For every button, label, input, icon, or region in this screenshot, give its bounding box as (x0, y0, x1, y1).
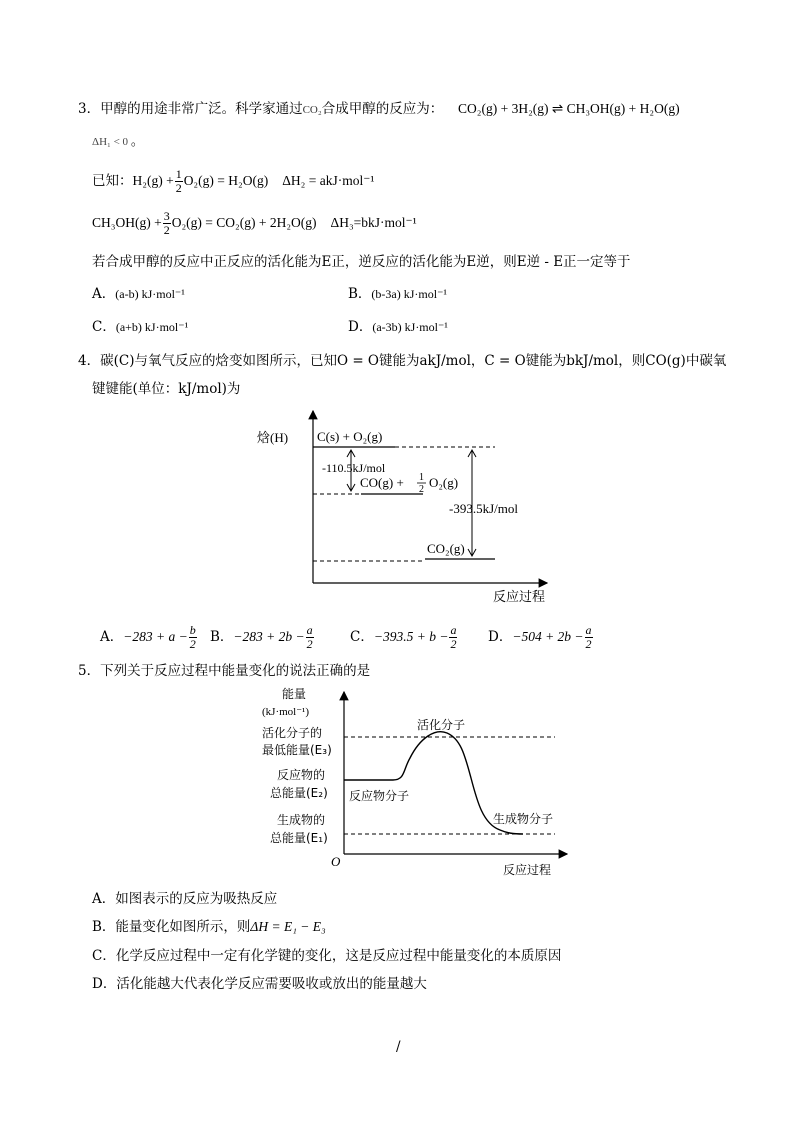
q4-stem: 碳(C)与氧气反应的焓变如图所示，已知O = O键能为akJ/mol，C = O键能为bkJ/mol，则CO(g)中碳氧 (100, 353, 727, 369)
q4-option-c-den: 2 (450, 637, 457, 651)
q4-level-mid-left: CO(g) + (360, 475, 404, 490)
q4-level-top-label: C(s) + O₂(g) (317, 429, 383, 444)
q5-reactant-label: 反应物分子 (349, 789, 410, 803)
q3-co2: CO₂ (302, 104, 322, 116)
q3-question: 若合成甲醇的反应中正反应的活化能为E正，逆反应的活化能为E逆，则E逆 - E正一定等于 (92, 254, 631, 270)
q5-option-b[interactable] (92, 918, 326, 936)
q5-e3-line2: 最低能量(E₃) (262, 743, 332, 757)
q4-option-a-frac (189, 624, 197, 651)
q3-line1 (78, 100, 443, 119)
q3-eq2 (92, 164, 374, 198)
q4-option-b-num: a (306, 623, 313, 637)
q5-stem-line (78, 662, 370, 680)
q3-eq2-frac-den: 2 (175, 181, 182, 195)
q5-e2-line2: 总能量(E₂) (270, 786, 328, 800)
q3-eq2-dh: ΔH₂ = akJ·mol⁻¹ (282, 173, 375, 188)
q3-option-a[interactable] (92, 285, 185, 303)
q3-dh1 (92, 132, 144, 151)
q4-option-b-pre: −283 + 2b − (233, 629, 305, 644)
q4-option-a-den: 2 (189, 637, 196, 651)
q4-line2: 键键能(单位：kJ/mol)为 (92, 381, 241, 397)
q3-option-c[interactable] (92, 318, 188, 336)
q5-option-b-text: B．能量变化如图所示，则 (92, 919, 251, 935)
q3-dh1-end: 。 (130, 133, 144, 148)
q4-x-axis-label: 反应过程 (493, 590, 546, 605)
q4-arrow-small-label: -110.5kJ/mol (322, 461, 386, 475)
q4-option-b-den: 2 (306, 637, 313, 651)
q5-option-a[interactable]: A．如图表示的反应为吸热反应 (92, 891, 278, 907)
q4-option-b-frac (306, 624, 314, 651)
q4-option-b-label: B． (210, 629, 234, 645)
q5-stem: 下列关于反应过程中能量变化的说法正确的是 (100, 663, 371, 679)
q4-option-d-den: 2 (585, 637, 592, 651)
q4-option-a-pre: −283 + a − (123, 629, 188, 644)
q5-option-c[interactable]: C．化学反应过程中一定有化学键的变化，这是反应过程中能量变化的本质原因 (92, 948, 562, 964)
q5-energy-diagram (255, 686, 575, 882)
q3-option-d-text: (a-3b) kJ·mol⁻¹ (372, 320, 448, 334)
q4-y-axis-label: 焓(H) (257, 430, 289, 445)
q3-dh1-text: ΔH₁ < 0 (92, 136, 129, 148)
q5-number: 5． (78, 663, 101, 679)
q5-y-axis-title: 能量 (282, 687, 307, 701)
q3-option-c-text: (a+b) kJ·mol⁻¹ (115, 320, 189, 334)
q4-option-d-label: D． (488, 629, 513, 645)
q3-eq3-right: O₂(g) = CO₂(g) + 2H₂O(g) (171, 215, 317, 230)
q4-option-d-pre: −504 + 2b − (512, 629, 584, 644)
q4-enthalpy-diagram (255, 403, 560, 608)
q4-arrow-big-label: -393.5kJ/mol (449, 501, 518, 516)
q5-x-axis-label: 反应过程 (503, 863, 552, 877)
q3-option-a-label: A． (92, 286, 116, 302)
q5-product-label: 生成物分子 (493, 812, 554, 826)
page-mark: / (396, 1039, 401, 1055)
q4-level-mid-right: O₂(g) (429, 475, 459, 490)
q3-eq2-right: O₂(g) = H₂O(g) (183, 173, 269, 188)
q3-option-a-text: (a-b) kJ·mol⁻¹ (115, 287, 185, 301)
q5-option-d[interactable]: D．活化能越大代表化学反应需要吸收或放出的能量越大 (92, 976, 427, 992)
q3-stem: 甲醇的用途非常广泛。科学家通过 (100, 101, 303, 117)
q5-origin: O (331, 854, 341, 869)
q4-option-d[interactable] (488, 622, 594, 652)
q3-option-b-label: B． (348, 286, 372, 302)
q3-eq3-left: CH₃OH(g) + (92, 215, 162, 230)
q3-eq3 (92, 206, 417, 240)
q5-option-b-formula: ΔH = E₁ − E₃ (250, 919, 326, 934)
q5-e2-line1: 反应物的 (277, 768, 326, 782)
q4-level-mid-frac-den: 2 (419, 484, 424, 495)
q4-number: 4． (78, 353, 101, 369)
q3-eq2-frac (175, 168, 183, 195)
q4-option-c-num: a (450, 623, 457, 637)
q3-reaction: CO₂(g) + 3H₂(g) ⇌ CH₃OH(g) + H₂O(g) (458, 101, 680, 116)
q3-option-b[interactable] (348, 285, 447, 303)
q3-option-c-label: C． (92, 319, 116, 335)
q4-level-bottom-label: CO₂(g) (427, 541, 465, 556)
q3-eq3-frac (163, 210, 171, 237)
q5-peak-label: 活化分子 (417, 718, 466, 732)
q5-e1-line1: 生成物的 (277, 813, 326, 827)
q3-eq2-frac-num: 1 (175, 167, 182, 181)
q3-eq2-left: H₂(g) + (132, 173, 174, 188)
q3-option-d[interactable] (348, 318, 448, 336)
q5-e1-line2: 总能量(E₁) (270, 831, 328, 845)
q3-eq3-dh: ΔH₃=bkJ·mol⁻¹ (330, 215, 417, 230)
q4-option-a[interactable] (100, 622, 198, 652)
q4-option-d-num: a (585, 623, 592, 637)
q4-option-a-label: A． (100, 629, 124, 645)
q3-stem-tail: 合成甲醇的反应为： (321, 101, 444, 117)
q4-line1 (78, 352, 726, 370)
q4-option-c-pre: −393.5 + b − (373, 629, 449, 644)
q3-number: 3． (78, 101, 101, 117)
q3-option-b-text: (b-3a) kJ·mol⁻¹ (371, 287, 448, 301)
q3-eq3-frac-den: 2 (163, 223, 170, 238)
q4-option-c[interactable] (350, 622, 458, 652)
q3-eq3-frac-num: 3 (163, 209, 170, 224)
q5-y-axis-unit: (kJ·mol⁻¹) (262, 706, 309, 718)
q5-e3-line1: 活化分子的 (262, 726, 323, 740)
q4-option-c-frac (449, 624, 457, 651)
q4-option-d-frac (585, 624, 593, 651)
q4-option-b[interactable] (210, 622, 315, 652)
q3-known-label: 已知： (92, 173, 133, 189)
q3-option-d-label: D． (348, 319, 373, 335)
q4-option-c-label: C． (350, 629, 374, 645)
q4-level-mid-frac-num: 1 (419, 472, 424, 483)
q4-option-a-num: b (189, 623, 196, 637)
